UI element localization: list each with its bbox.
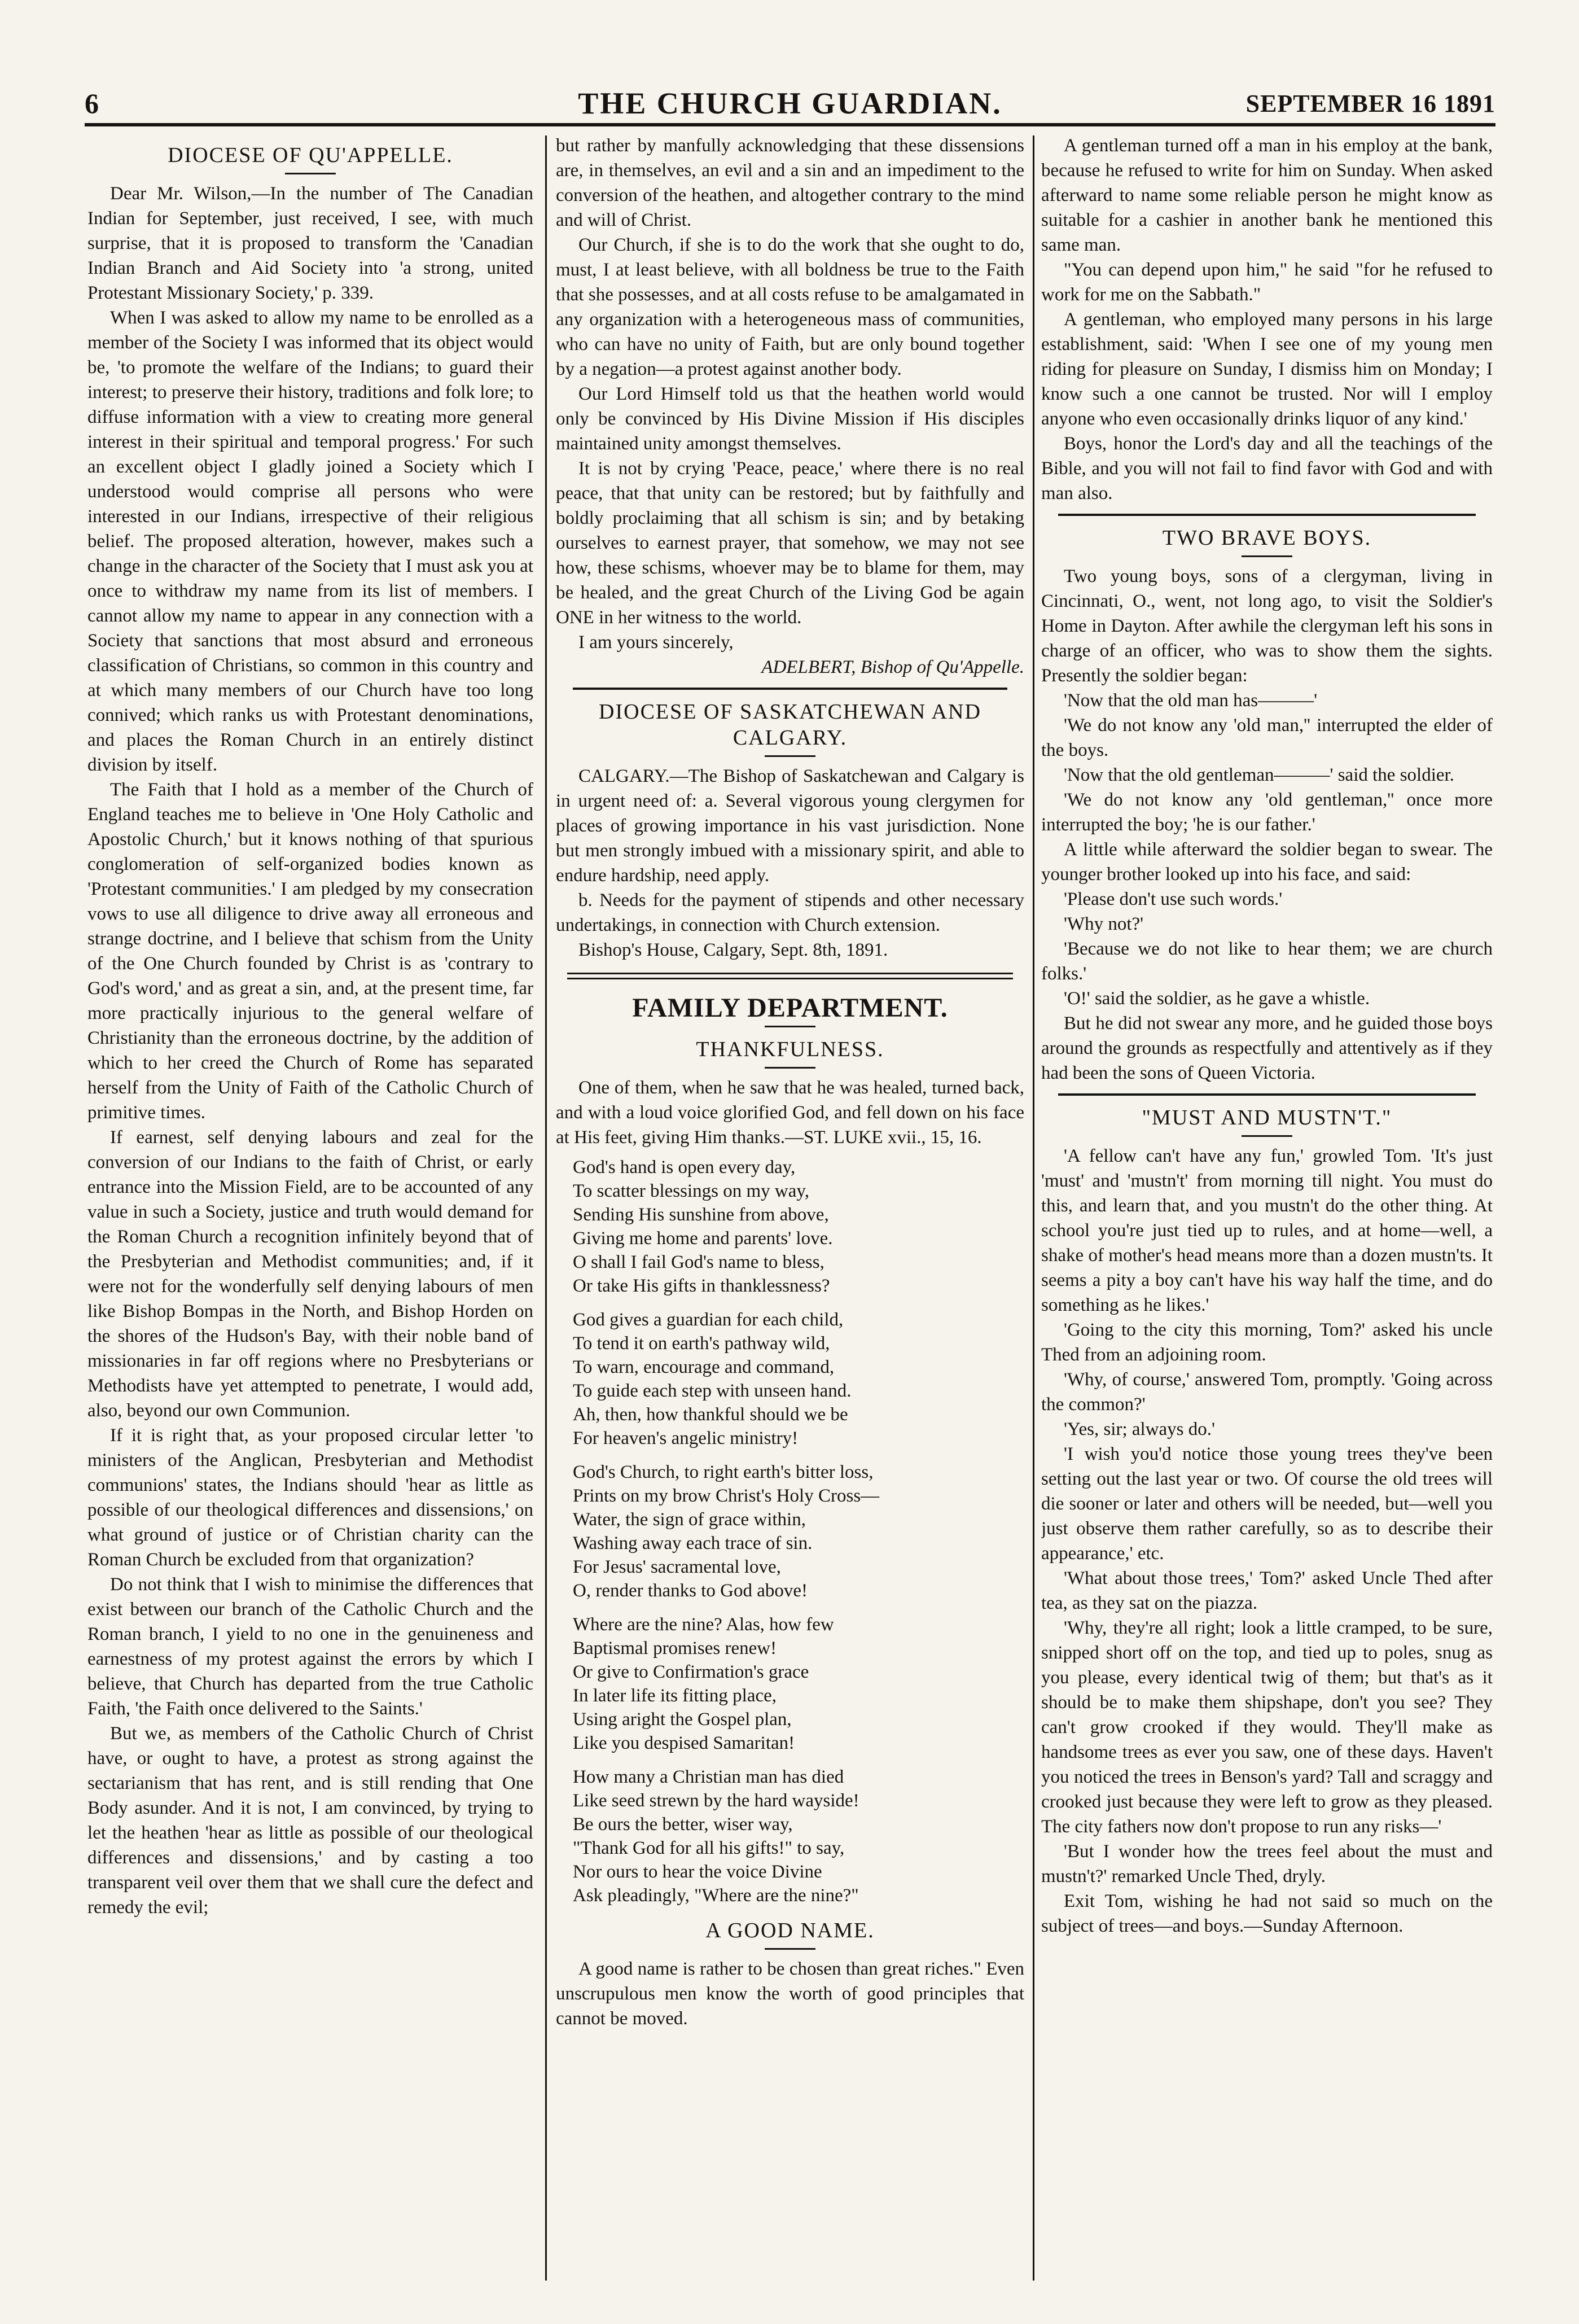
paragraph: 'We do not know any 'old man,'' interrupted the elder of the boys. [1041,715,1493,760]
paragraph: Two young boys, sons of a clergyman, living in Cincinnati, O., went, not long ago, to visit the Soldier's Home in Dayton. After awhile the clergyman left his sons in charge of an officer, who was to show them the sights. Presently the soldier began: [1041,566,1493,686]
poem-line: For heaven's angelic ministry! [573,1428,799,1448]
article-title: DIOCESE OF SASKATCHEWAN AND CALGARY. [599,700,981,750]
paragraph: 'I wish you'd notice those young trees they've been setting out the last year or two. Of course the old trees will die sooner or later and others will be needed, but—well you just observe them rather carefully, so as to describe their appearance,' etc. [1041,1444,1493,1564]
paragraph: 'What about those trees,' Tom?' asked Uncle Thed after tea, as they sat on the piazza. [1041,1568,1493,1613]
divider [1242,555,1292,557]
divider [285,173,336,174]
poem-line: Water, the sign of grace within, [573,1509,806,1530]
article-title: DIOCESE OF QU'APPELLE. [168,143,453,167]
poem-line: O, render thanks to God above! [573,1581,808,1601]
poem-line: "Thank God for all his gifts!" to say, [573,1838,845,1858]
paragraph: Our Lord Himself told us that the heathen world would only be convinced by His Divine Mission if His disciples maintained unity amongst themselves. [556,384,1024,454]
page-number: 6 [85,87,99,119]
column-rule [1033,135,1034,2281]
signature: ADELBERT, Bishop of Qu'Appelle. [761,657,1024,677]
poem-line: Ask pleadingly, "Where are the nine?" [573,1885,859,1906]
poem-line: For Jesus' sacramental love, [573,1557,781,1577]
stanza [573,1460,1024,1603]
poem-line: Washing away each trace of sin. [573,1533,813,1553]
stanza [573,1765,1024,1907]
poem-line: To warn, encourage and command, [573,1357,835,1377]
divider [1058,1093,1476,1096]
article-title: "MUST AND MUSTN'T." [1142,1106,1392,1130]
poem-line: To tend it on earth's pathway wild, [573,1333,830,1354]
paragraph: The Faith that I hold as a member of the Church of England teaches me to believe in 'One Holy Catholic and Apostolic Church,' but it knows nothing of that spurious conglomeration of self-organized bodies known as 'Protestant communities.' I am pledged by my consecration vows to use all diligence to drive away all erroneous and strange doctrine, and I believe that schism from the Unity of the One Church founded by Christ is as 'contrary to God's word,' and as great a sin, and, at the present time, far more practically injurious to the general welfare of Christianity than the erroneous doctrine, by the addition of which to her creed the Church of Rome has separated herself from the Unity of Faith of the Catholic Church of primitive times. [87,780,533,1123]
poem-line: God gives a guardian for each child, [573,1310,844,1330]
poem-line: O shall I fail God's name to bless, [573,1252,824,1272]
stanza [573,1156,1024,1298]
paragraph: A good name is rather to be chosen than great riches." Even unscrupulous men know the worth of good principles that cannot be moved. [556,1959,1024,2029]
paragraph: If earnest, self denying labours and zeal for the conversion of our Indians to the faith of Christ, or early entrance into the Mission Field, are to be accounted of any value in such a Society, justice and truth would demand for the Roman Church a recognition infinitely beyond that of the Presbyterian and Methodist communities; and, if it were not for the wonderfully self denying labours of men like Bishop Bompas in the North, and Bishop Horden on the shores of the Hudson's Bay, with their noble band of missionaries in far off regions where no Presbyterians or Methodists have yet attempted to penetrate, I would add, also, beyond our own Communion. [87,1127,533,1421]
poem-line: God's hand is open every day, [573,1157,796,1178]
closing-line: I am yours sincerely, [578,632,734,653]
paragraph: 'Yes, sir; always do.' [1064,1419,1215,1439]
divider [573,688,1007,690]
paragraph: It is not by crying 'Peace, peace,' where there is no real peace, that that unity can be restored; but by faithfully and boldly proclaiming that all schism is sin; and by betaking ourselves to earnest prayer, that somehow, we may not see how, these schisms, whoever may be to blame for them, may be healed, and the great Church of the Living God be again ONE in her witness to the world. [556,458,1024,628]
paragraph: 'O!' said the soldier, as he gave a whistle. [1064,988,1370,1009]
paragraph: But he did not swear any more, and he guided those boys around the grounds as respectfully and attentively as if they had been the sons of Queen Victoria. [1041,1013,1493,1083]
article-title: A GOOD NAME. [705,1919,875,1942]
dateline: Bishop's House, Calgary, Sept. 8th, 1891. [578,940,888,960]
poem-line: How many a Christian man has died [573,1767,844,1787]
paper-title: THE CHURCH GUARDIAN. [578,86,1002,120]
masthead [85,84,1495,126]
paragraph: A gentleman turned off a man in his employ at the bank, because he refused to write for him on Sunday. When asked afterward to name some reliable person he might know as suitable for a cashier in another bank he mentioned this same man. [1041,135,1493,255]
article-title: THANKFULNESS. [696,1038,884,1061]
poem-line: Like seed strewn by the hard wayside! [573,1791,859,1811]
poem-line: To scatter blessings on my way, [573,1181,809,1201]
stanza [573,1613,1024,1755]
paragraph: Do not think that I wish to minimise the differences that exist between our branch of the Catholic Church and the Roman branch, I yield to no one in the genuineness and earnestness of my protest against the errors by which I believe, that Church has departed from the true Catholic Faith, 'the Faith once delivered to the Saints.' [87,1574,533,1719]
paragraph: 'A fellow can't have any fun,' growled Tom. 'It's just 'must' and 'mustn't' from morning till night. You must do this, and learn that, and you mustn't do the other thing. At school you're just tied up to rules, and at home—well, a shake of mother's head means more than a dozen mustn'ts. It seems a pity a boy can't have his way half the time, and do something as he likes.' [1041,1146,1493,1315]
paragraph: 'But I wonder how the trees feel about the must and mustn't?' remarked Uncle Thed, dryly. [1041,1841,1493,1887]
stanza [573,1308,1024,1450]
paragraph: But we, as members of the Catholic Church of Christ have, or ought to have, a protest as strong against the sectarianism that has rent, and is still rending that One Body asunder. And it is not, I am convinced, by trying to let the heathen 'hear as little as possible of our theological differences and dissensions,' and by casting a too transparent veil over them that we shall cure the defect and remedy the evil; [87,1723,533,1918]
column-2 [556,133,1024,2307]
paragraph: One of them, when he saw that he was healed, turned back, and with a loud voice glorified God, and fell down on his face at His feet, giving Him thanks.—ST. LUKE xvii., 15, 16. [556,1078,1024,1148]
paragraph: 'We do not know any 'old gentleman,'' once more interrupted the boy; 'he is our father.' [1041,790,1493,835]
poem-line: God's Church, to right earth's bitter loss, [573,1462,874,1482]
paragraph: b. Needs for the payment of stipends and other necessary undertakings, in connection with Church extension. [556,890,1024,935]
poem-line: Sending His sunshine from above, [573,1205,829,1225]
paragraph: Dear Mr. Wilson,—In the number of The Canadian Indian for September, just received, I see, with much surprise, that it is proposed to transform the 'Canadian Indian Branch and Aid Society into 'a strong, united Protestant Missionary Society,' p. 339. [87,183,533,303]
poem-line: Nor ours to hear the voice Divine [573,1862,822,1882]
poem-line: Baptismal promises renew! [573,1638,777,1658]
column-3 [1041,133,1493,2307]
paragraph: 'Why not?' [1064,914,1144,934]
poem-line: Using aright the Gospel plan, [573,1709,792,1730]
paragraph: 'Now that the old man has———' [1064,690,1318,711]
double-divider [567,973,1013,979]
paragraph: 'Going to the city this morning, Tom?' asked his uncle Thed from an adjoining room. [1041,1320,1493,1365]
section-title: FAMILY DEPARTMENT. [632,993,948,1023]
paragraph: "You can depend upon him," he said "for he refused to work for me on the Sabbath." [1041,260,1493,305]
poem-line: Be ours the better, wiser way, [573,1814,793,1835]
paragraph: A little while afterward the soldier began to swear. The younger brother looked up into his face, and said: [1041,839,1493,885]
paragraph: A gentleman, who employed many persons in his large establishment, said: 'When I see one of my young men riding for pleasure on Sunday, I dismiss him on Monday; I know such a one cannot be trusted. Nor will I employ anyone who even occasionally drinks liquor of any kind.' [1041,309,1493,429]
paragraph: CALGARY.—The Bishop of Saskatchewan and Calgary is in urgent need of: a. Several vigorous young clergymen for places of growing importance in his vast jurisdiction. None but men strongly imbued with a missionary spirit, and able to endure hardship, need apply. [556,766,1024,886]
paragraph: 'Why, of course,' answered Tom, promptly. 'Going across the common?' [1041,1369,1493,1415]
divider [765,1067,815,1069]
paragraph: 'Please don't use such words.' [1064,889,1283,909]
article-title: TWO BRAVE BOYS. [1162,526,1372,550]
paragraph: If it is right that, as your proposed circular letter 'to ministers of the Anglican, Presbyterian and Methodist communions' states, the Indians should 'hear as little as possible of our theological differences and dissensions,' on what ground of justice or of Christian charity can the Roman Church be excluded from that organization? [87,1425,533,1570]
issue-date: SEPTEMBER 16 1891 [1245,90,1495,117]
poem-line: Ah, then, how thankful should we be [573,1404,848,1425]
poem [573,1156,1024,1907]
paragraph: When I was asked to allow my name to be enrolled as a member of the Society I was informed that its object would be, 'to promote the welfare of the Indians; to guard their interest; to preserve their history, traditions and folk lore; to diffuse information with a view to creating more general interest in their spiritual and temporal progress.' For such an excellent object I gladly joined a Society which I understood would comprise all persons who were interested in our Indians, irrespective of their religious belief. The proposed alteration, however, makes such a change in the character of the Society that I must ask you at once to withdraw my name from its list of members. I cannot allow my name to appear in any connection with a Society that sanctions that most absurd and erroneous classification of Christians, so common in this country and at which many members of our Church have too long connived; which ranks us with Protestant denominations, and places the Roman Church in an entirely distinct division by itself. [87,308,533,775]
divider [765,1948,815,1950]
paragraph: 'Because we do not like to hear them; we are church folks.' [1041,939,1493,984]
divider [765,1026,815,1027]
paragraph: Our Church, if she is to do the work that she ought to do, must, I at least believe, with all boldness be true to the Faith that she possesses, and at all costs refuse to be amalgamated in any organization with a heterogeneous mass of communities, who can have no unity of Faith, but are only bound together by a negation—a protest against another body. [556,235,1024,379]
poem-line: Or give to Confirmation's grace [573,1662,809,1682]
poem-line: Giving me home and parents' love. [573,1228,833,1249]
paragraph: 'Now that the old gentleman———' said the soldier. [1064,765,1454,785]
poem-line: Where are the nine? Alas, how few [573,1614,834,1635]
paragraph: Boys, honor the Lord's day and all the teachings of the Bible, and you will not fail to find favor with God and with man also. [1041,434,1493,504]
paragraph: Exit Tom, wishing he had not said so much on the subject of trees—and boys.—Sunday Afternoon. [1041,1891,1493,1936]
poem-line: Or take His gifts in thanklessness? [573,1276,830,1296]
divider [1242,1135,1292,1137]
divider [765,755,815,757]
paragraph: 'Why, they're all right; look a little cramped, to be sure, snipped short off on the top, and tied up to poles, snug as you please, every identical twig of them; but that's as it should be to make them shipshape, don't you see? They can't grow crooked if they would. They'll make as handsome trees as ever you saw, one of these days. Haven't you noticed the trees in Benson's yard? Tall and scraggy and crooked just because they were left to grow as they pleased. The city fathers now don't propose to run any risks—' [1041,1618,1493,1837]
column-1 [87,133,533,2307]
column-rule [545,135,547,2281]
poem-line: To guide each step with unseen hand. [573,1381,852,1401]
paragraph: but rather by manfully acknowledging that these dissensions are, in themselves, an evil and a sin and an impediment to the conversion of the heathen, and altogether contrary to the mind and will of Christ. [556,135,1024,230]
poem-line: Prints on my brow Christ's Holy Cross— [573,1486,880,1506]
divider [1058,514,1476,516]
poem-line: In later life its fitting place, [573,1686,777,1706]
poem-line: Like you despised Samaritan! [573,1733,795,1753]
